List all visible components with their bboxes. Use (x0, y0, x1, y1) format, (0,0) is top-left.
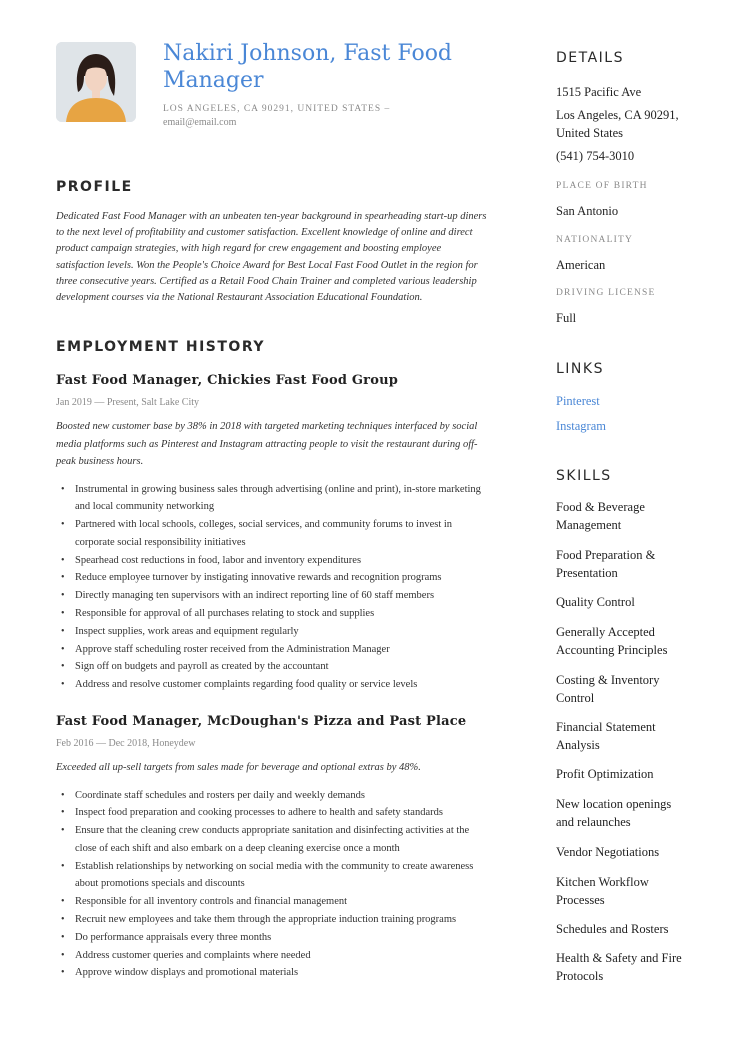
bullet-item: • Inspect food preparation and cooking processes to adhere to health and safety standards (56, 804, 492, 822)
job-bullets (56, 787, 492, 983)
profile-photo (56, 42, 136, 122)
bullet-item: • Inspect supplies, work areas and equipment regularly (56, 623, 492, 641)
street-address: 1515 Pacific Ave (556, 85, 642, 99)
job-summary: Boosted new customer base by 38% in 2018 with targeted marketing techniques interfaced by social media platforms such as Pinterest and Instagram attracting people to visit the restaurant during off-peak business hours. (56, 421, 478, 467)
instagram-link[interactable]: Instagram (556, 419, 606, 433)
skill-item: Kitchen Workflow Processes (556, 875, 649, 907)
bullet-item: • Approve window displays and promotional materials (56, 964, 492, 982)
bullet-item: • Responsible for all inventory controls and financial management (56, 893, 492, 911)
profile-heading: PROFILE (56, 179, 133, 195)
city-address: Los Angeles, CA 90291, United States (556, 108, 679, 140)
job-bullets (56, 481, 492, 695)
job-entry (56, 714, 492, 982)
driving-license-label: DRIVING LICENSE (556, 288, 656, 298)
profile-summary: Dedicated Fast Food Manager with an unbeaten ten-year background in spearheading start-up diners to the next level of profitability and customer satisfaction. Excellent knowledge of online and direct product campaign strategies, with high regard for crew engagement and boosting employee satisfaction levels. Won the People's Choice Award for Best Local Fast Food Outlet in the region for three consecutive years. Certified as a Retail Food Chain Trainer and completed various leadership development courses via the National Restaurant Association Educational Foundation. (56, 211, 487, 304)
nationality-label: NATIONALITY (556, 235, 634, 245)
skill-item: Health & Safety and Fire Protocols (556, 951, 682, 983)
skill-item: Financial Statement Analysis (556, 720, 656, 752)
skill-item: Quality Control (556, 595, 635, 609)
bullet-item: • Responsible for approval of all purchases relating to stock and supplies (56, 605, 492, 623)
address-line: LOS ANGELES, CA 90291, UNITED STATES – (163, 104, 391, 114)
details-heading: DETAILS (556, 50, 624, 66)
nationality: American (556, 258, 606, 272)
job-date: Jan 2019 — Present, Salt Lake City (56, 397, 200, 408)
bullet-item: • Sign off on budgets and payroll as created by the accountant (56, 658, 492, 676)
bullet-item: • Establish relationships by networking on social media with the community to create awareness about promotions specials and discounts (56, 858, 492, 894)
phone-number: (541) 754-3010 (556, 149, 635, 163)
skill-item: Costing & Inventory Control (556, 673, 660, 705)
bullet-item: • Spearhead cost reductions in food, labor and inventory expenditures (56, 552, 492, 570)
links-heading: LINKS (556, 361, 604, 377)
skill-item: New location openings and relaunches (556, 797, 672, 829)
bullet-item: • Ensure that the cleaning crew conducts appropriate sanitation and disinfecting activities at the close of each shift and also embark on a deep cleaning exercise once a month (56, 822, 492, 858)
bullet-item: • Approve staff scheduling roster received from the Administration Manager (56, 641, 492, 659)
job-date: Feb 2016 — Dec 2018, Honeydew (56, 738, 196, 749)
bullet-item: • Recruit new employees and take them through the appropriate induction training programs (56, 911, 492, 929)
skill-item: Food Preparation & Presentation (556, 548, 656, 580)
skill-item: Food & Beverage Management (556, 500, 645, 532)
pinterest-link[interactable]: Pinterest (556, 394, 600, 408)
employment-history-heading: EMPLOYMENT HISTORY (56, 339, 265, 355)
bullet-item: • Address and resolve customer complaints regarding food quality or service levels (56, 676, 492, 694)
bullet-item: • Address customer queries and complaints where needed (56, 947, 492, 965)
bullet-item: • Directly managing ten supervisors with an indirect reporting line of 60 staff members (56, 587, 492, 605)
bullet-item: • Partnered with local schools, colleges, social services, and community forums to invest in corporate social responsibility initiatives (56, 516, 492, 552)
job-entry (56, 373, 492, 694)
header (163, 40, 493, 130)
person-photo-icon (56, 42, 136, 122)
job-summary: Exceeded all up-sell targets from sales made for beverage and optional extras by 48%. (56, 762, 421, 773)
skill-item: Profit Optimization (556, 767, 654, 781)
bullet-item: • Reduce employee turnover by instigating innovative rewards and recognition programs (56, 569, 492, 587)
skill-item: Generally Accepted Accounting Principles (556, 625, 668, 657)
job-title: Fast Food Manager, McDoughan's Pizza and Past Place (56, 714, 467, 729)
job-title: Fast Food Manager, Chickies Fast Food Group (56, 373, 399, 388)
skill-item: Vendor Negotiations (556, 845, 660, 859)
place-of-birth-label: PLACE OF BIRTH (556, 181, 648, 191)
skills-heading: SKILLS (556, 468, 612, 484)
bullet-item: • Coordinate staff schedules and rosters per daily and weekly demands (56, 787, 492, 805)
email-address[interactable]: email@email.com (163, 117, 237, 128)
candidate-name: Nakiri Johnson, Fast Food Manager (163, 41, 453, 93)
bullet-item: • Instrumental in growing business sales through advertising (online and print), in-store marketing and local community networking (56, 481, 492, 517)
driving-license: Full (556, 311, 577, 325)
skill-item: Schedules and Rosters (556, 922, 669, 936)
place-of-birth: San Antonio (556, 204, 619, 218)
bullet-item: • Do performance appraisals every three months (56, 929, 492, 947)
